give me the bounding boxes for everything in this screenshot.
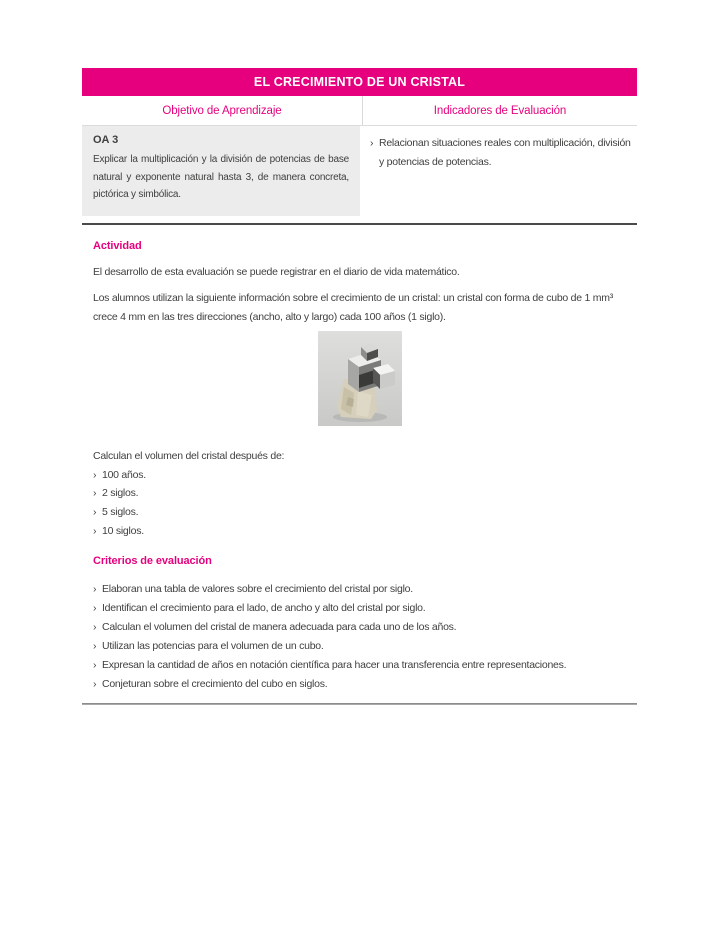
calc-list-item: [93, 503, 637, 522]
criteria-item-text: Utilizan las potencias para el volumen de un cubo.: [102, 639, 324, 652]
criteria-list-item: [93, 599, 637, 618]
calc-list-item: [93, 466, 637, 485]
calc-item-text: 2 siglos.: [102, 487, 139, 500]
table-body-row: [82, 126, 637, 216]
criteria-list: [93, 580, 637, 693]
section-divider: [82, 223, 637, 225]
criteria-item-text: Conjeturan sobre el crecimiento del cubo en siglos.: [102, 677, 328, 690]
activity-paragraph-2: Los alumnos utilizan la siguiente información sobre el crecimiento de un cristal: un cristal con forma de cubo de 1 mm³ crece 4 mm en las tres direcciones (ancho, alto y largo) cada 100 años (1 siglo).: [93, 291, 614, 323]
criteria-list-item: [93, 580, 637, 599]
pyrite-crystal-photo: [318, 331, 402, 426]
bullet-marker: ›: [93, 677, 97, 690]
bullet-marker: ›: [93, 639, 97, 652]
indicadores-cell: [364, 126, 637, 216]
title-banner: [82, 68, 637, 96]
indicator-item: [370, 134, 635, 172]
bullet-marker: ›: [93, 506, 97, 519]
calc-item-text: 100 años.: [102, 468, 146, 481]
activity-heading: Actividad: [93, 239, 142, 252]
oa-code: OA 3: [93, 134, 119, 146]
criteria-item-text: Expresan la cantidad de años en notación científica para hacer una transferencia entre representaciones.: [102, 658, 567, 671]
bullet-marker: ›: [93, 620, 97, 633]
column-header-objetivo: Objetivo de Aprendizaje: [82, 96, 363, 125]
bullet-marker: ›: [93, 487, 97, 500]
content-area: [82, 68, 637, 705]
criteria-item-text: Calculan el volumen del cristal de manera adecuada para cada uno de los años.: [102, 620, 457, 633]
bullet-marker: ›: [93, 602, 97, 615]
calc-list-item: [93, 522, 637, 541]
objetivo-cell: [82, 126, 360, 216]
oa-description: Explicar la multiplicación y la división de potencias de base natural y exponente natural hasta 3, de manera concreta, pictórica y simbólica.: [93, 154, 349, 200]
calc-item-text: 5 siglos.: [102, 506, 139, 519]
bullet-marker: ›: [93, 583, 97, 596]
criteria-item-text: Identifican el crecimiento para el lado, de ancho y alto del cristal por siglo.: [102, 602, 426, 615]
photo-container: [82, 331, 637, 426]
criteria-item-text: Elaboran una tabla de valores sobre el crecimiento del cristal por siglo.: [102, 583, 413, 596]
page-title: EL CRECIMIENTO DE UN CRISTAL: [253, 75, 466, 89]
criteria-list-item: [93, 637, 637, 656]
bottom-rule: [82, 703, 637, 705]
bullet-marker: ›: [93, 658, 97, 671]
bullet-marker: ›: [370, 137, 374, 149]
calc-list-item: [93, 484, 637, 503]
criteria-heading: Criterios de evaluación: [93, 555, 212, 568]
calc-intro: Calculan el volumen del cristal después de:: [93, 449, 285, 462]
activity-paragraph-1: El desarrollo de esta evaluación se puede registrar en el diario de vida matemático.: [93, 265, 460, 278]
calc-list: [93, 466, 637, 542]
criteria-list-item: [93, 656, 637, 675]
bullet-marker: ›: [93, 525, 97, 538]
criteria-list-item: [93, 618, 637, 637]
table-header-row: [82, 96, 637, 126]
column-header-indicadores: Indicadores de Evaluación: [433, 104, 567, 117]
calc-item-text: 10 siglos.: [102, 525, 144, 538]
criteria-list-item: [93, 675, 637, 694]
indicator-text: Relacionan situaciones reales con multiplicación, división y potencias de potencias.: [379, 137, 631, 168]
bullet-marker: ›: [93, 468, 97, 481]
